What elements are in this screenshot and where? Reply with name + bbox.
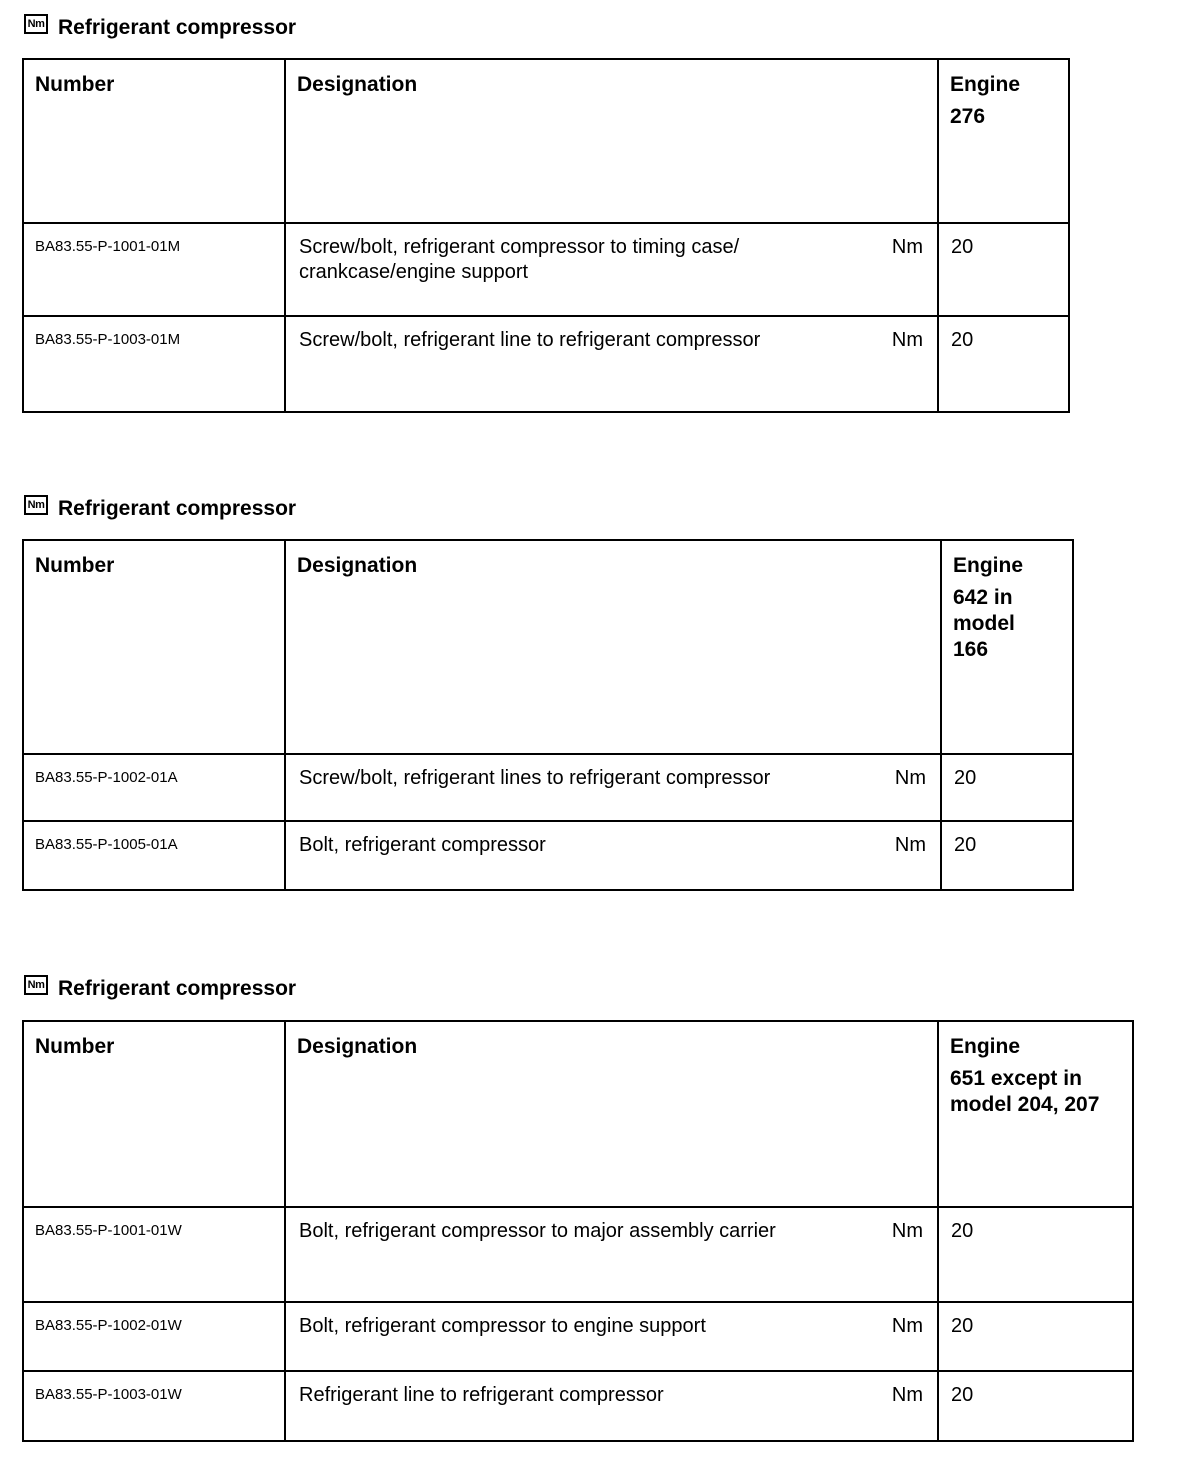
part-number: BA83.55-P-1002-01W <box>35 1317 182 1334</box>
designation-text: Bolt, refrigerant compressor <box>299 834 546 856</box>
header-engine <box>938 59 1069 223</box>
torque-value: 20 <box>951 1315 974 1337</box>
table-row <box>23 1371 1133 1441</box>
part-number: BA83.55-P-1003-01W <box>35 1386 182 1403</box>
table-row <box>23 1302 1133 1371</box>
part-number: BA83.55-P-1001-01M <box>35 238 181 255</box>
engine-label: Engine <box>950 73 1021 96</box>
nm-torque-icon: Nm <box>24 495 48 515</box>
designation-text: Screw/bolt, refrigerant line to refrigerant compressor <box>299 329 761 351</box>
torque-value: 20 <box>951 1384 974 1406</box>
torque-value: 20 <box>951 1220 974 1242</box>
unit-text: Nm <box>891 236 923 258</box>
section-heading <box>24 975 296 1003</box>
table-row <box>23 223 1069 316</box>
torque-value: 20 <box>954 767 977 789</box>
engine-value: 651 except in model 204, 207 <box>950 1067 1100 1116</box>
nm-torque-icon: Nm <box>24 975 48 995</box>
torque-value: 20 <box>954 834 977 856</box>
table-row <box>23 316 1069 412</box>
table-row <box>23 821 1073 890</box>
unit-text: Nm <box>891 329 923 351</box>
table-header-row <box>23 1021 1133 1207</box>
designation-text: Screw/bolt, refrigerant compressor to timing case/ crankcase/engine support <box>299 236 740 283</box>
header-number: Number <box>23 59 285 223</box>
engine-label: Engine <box>953 554 1024 577</box>
engine-value: 276 <box>950 105 986 128</box>
section-title: Refrigerant compressor <box>58 497 297 520</box>
torque-value: 20 <box>951 236 974 258</box>
designation-text: Refrigerant line to refrigerant compressor <box>299 1384 664 1406</box>
torque-table <box>22 58 1070 413</box>
engine-label: Engine <box>950 1035 1021 1058</box>
engine-value: 642 in model 166 <box>953 586 1015 661</box>
torque-table <box>22 1020 1134 1442</box>
torque-table <box>22 539 1074 891</box>
table-row <box>23 754 1073 821</box>
designation-text: Bolt, refrigerant compressor to engine support <box>299 1315 706 1337</box>
header-designation: Designation <box>285 59 938 223</box>
unit-text: Nm <box>891 1384 923 1406</box>
table-row <box>23 1207 1133 1302</box>
header-designation: Designation <box>285 1021 938 1207</box>
part-number: BA83.55-P-1002-01A <box>35 769 178 786</box>
unit-text: Nm <box>894 834 926 856</box>
section-heading <box>24 495 296 523</box>
header-number: Number <box>23 540 285 754</box>
designation-text: Screw/bolt, refrigerant lines to refrigerant compressor <box>299 767 771 789</box>
unit-text: Nm <box>894 767 926 789</box>
section-heading <box>24 14 296 42</box>
header-designation: Designation <box>285 540 941 754</box>
unit-text: Nm <box>891 1315 923 1337</box>
table-header-row <box>23 59 1069 223</box>
part-number: BA83.55-P-1001-01W <box>35 1222 182 1239</box>
part-number: BA83.55-P-1003-01M <box>35 331 181 348</box>
table-header-row <box>23 540 1073 754</box>
unit-text: Nm <box>891 1220 923 1242</box>
torque-value: 20 <box>951 329 974 351</box>
header-engine <box>941 540 1073 754</box>
part-number: BA83.55-P-1005-01A <box>35 836 178 853</box>
section-title: Refrigerant compressor <box>58 977 297 1000</box>
header-engine <box>938 1021 1133 1207</box>
section-title: Refrigerant compressor <box>58 16 297 39</box>
designation-text: Bolt, refrigerant compressor to major assembly carrier <box>299 1220 776 1242</box>
header-number: Number <box>23 1021 285 1207</box>
nm-torque-icon: Nm <box>24 14 48 34</box>
